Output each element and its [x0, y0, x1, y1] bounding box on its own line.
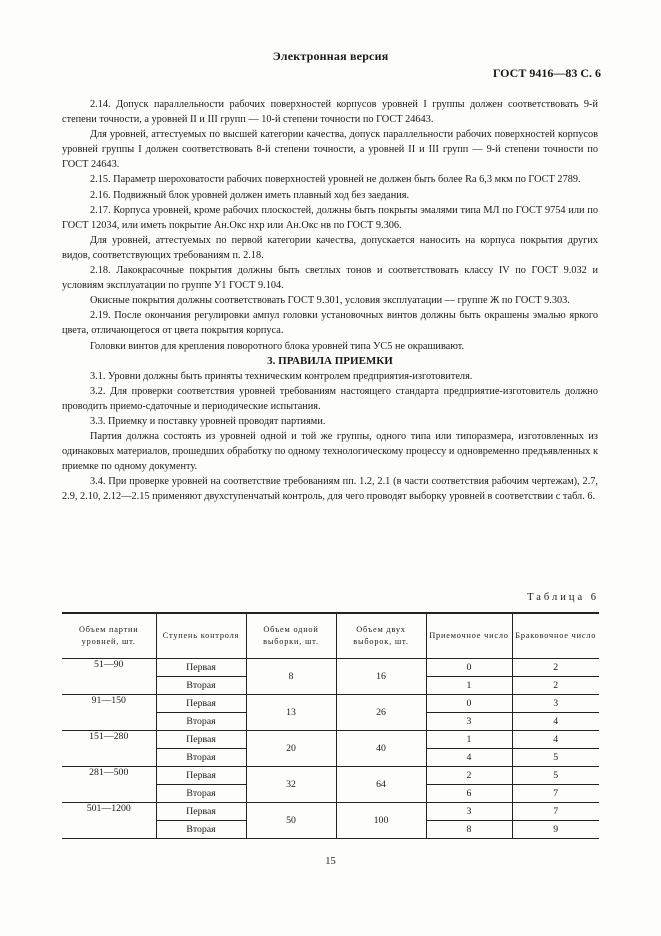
acceptance-cell: 4: [426, 749, 512, 767]
two-samples-cell: 40: [336, 731, 426, 767]
paragraph: 2.19. После окончания регулировки ампул головки установочных винтов должны быть окрашены эмалью яркого цвета, отличающегося от цвета покрытия корпуса.: [62, 310, 598, 337]
page-number: 15: [325, 856, 336, 867]
two-samples-cell: 64: [336, 767, 426, 803]
one-sample-cell: 32: [246, 767, 336, 803]
one-sample-cell: 8: [246, 659, 336, 695]
lot-size-cell: 151—280: [62, 731, 156, 767]
rejection-cell: 2: [512, 677, 599, 695]
paragraph: Окисные покрытия должны соответствовать ГОСТ 9.301, условия эксплуатации — группе Ж по ГОСТ 9.303.: [90, 295, 570, 307]
header-lot-size: Объем партии уровней, шт.: [62, 613, 156, 659]
paragraph: 2.16. Подвижный блок уровней должен иметь плавный ход без заедания.: [90, 189, 410, 201]
acceptance-cell: 3: [426, 713, 512, 731]
paragraph: Партия должна состоять из уровней одной и той же группы, одного типа или типоразмера, изготовленных из одинаковых материалов, прошедших обработку по одному технологическому процессу и одновременно предъявленных к приемке по одному документу.: [62, 431, 598, 473]
header-two-samples: Объем двух выборок, шт.: [336, 613, 426, 659]
lot-size-cell: 281—500: [62, 767, 156, 803]
lot-size-cell: 51—90: [62, 659, 156, 695]
stage-cell: Первая: [156, 695, 246, 713]
paragraph: 3.2. Для проверки соответствия уровней требованиям настоящего стандарта предприятие-изготовитель должно проводить приемо-сдаточные и периодические испытания.: [62, 385, 598, 412]
two-samples-cell: 26: [336, 695, 426, 731]
acceptance-cell: 0: [426, 659, 512, 677]
one-sample-cell: 13: [246, 695, 336, 731]
header-one-sample: Объем одной выборки, шт.: [246, 613, 336, 659]
stage-cell: Вторая: [156, 677, 246, 695]
acceptance-cell: 8: [426, 821, 512, 839]
acceptance-cell: 1: [426, 731, 512, 749]
table-row: [62, 767, 599, 785]
sampling-table: [62, 612, 599, 839]
one-sample-cell: 20: [246, 731, 336, 767]
stage-cell: Вторая: [156, 821, 246, 839]
rejection-cell: 7: [512, 785, 599, 803]
lot-size-cell: 501—1200: [62, 803, 156, 839]
header-control-stage: Ступень контроля: [156, 613, 246, 659]
two-samples-cell: 16: [336, 659, 426, 695]
paragraph: Для уровней, аттестуемых по высшей категории качества, допуск параллельности рабочих поверхностей корпусов уровней группы I должен соответствовать 8-й степени точности, а уровней II и III групп — 9-й степени точности по ГОСТ 24643.: [62, 129, 598, 171]
rejection-cell: 4: [512, 713, 599, 731]
section-title: 3. ПРАВИЛА ПРИЕМКИ: [267, 354, 393, 367]
stage-cell: Вторая: [156, 749, 246, 767]
stage-cell: Первая: [156, 803, 246, 821]
two-samples-cell: 100: [336, 803, 426, 839]
rejection-cell: 4: [512, 731, 599, 749]
table-caption: Таблица 6: [527, 592, 599, 603]
paragraph: Для уровней, аттестуемых по первой категории качества, допускается наносить на корпуса покрытия других видов, соответствующих требованиям п. 2.18.: [62, 234, 598, 261]
acceptance-cell: 6: [426, 785, 512, 803]
stage-cell: Первая: [156, 731, 246, 749]
acceptance-cell: 0: [426, 695, 512, 713]
lot-size-cell: 91—150: [62, 695, 156, 731]
rejection-cell: 9: [512, 821, 599, 839]
document-body: [62, 97, 598, 505]
table-row: [62, 803, 599, 821]
one-sample-cell: 50: [246, 803, 336, 839]
paragraph: 2.15. Параметр шероховатости рабочих поверхностей уровней не должен быть более Ra 6,3 мкм по ГОСТ 2789.: [90, 174, 581, 186]
table-row: [62, 731, 599, 749]
rejection-cell: 3: [512, 695, 599, 713]
header-rejection-number: Браковочное число: [512, 613, 599, 659]
stage-cell: Вторая: [156, 713, 246, 731]
acceptance-cell: 1: [426, 677, 512, 695]
acceptance-cell: 3: [426, 803, 512, 821]
electronic-version-label: Электронная версия: [272, 49, 389, 63]
rejection-cell: 5: [512, 749, 599, 767]
paragraph: 3.3. Приемку и поставку уровней проводят партиями.: [90, 415, 326, 427]
table-row: [62, 695, 599, 713]
paragraph: 2.18. Лакокрасочные покрытия должны быть светлых тонов и соответствовать классу IV по ГОСТ 9.032 и условиям эксплуатации по группе У1 ГОСТ 9.104.: [62, 265, 598, 292]
acceptance-cell: 2: [426, 767, 512, 785]
rejection-cell: 2: [512, 659, 599, 677]
stage-cell: Вторая: [156, 785, 246, 803]
paragraph: 2.14. Допуск параллельности рабочих поверхностей корпусов уровней I группы должен соответствовать 9-й степени точности, а уровней II и III групп — 10-й степени точности по ГОСТ 24643.: [62, 99, 598, 126]
rejection-cell: 7: [512, 803, 599, 821]
table-row: [62, 659, 599, 677]
rejection-cell: 5: [512, 767, 599, 785]
paragraph: 2.17. Корпуса уровней, кроме рабочих плоскостей, должны быть покрыты эмалями типа МЛ по ГОСТ 9754 или по ГОСТ 12034, или иметь покрытие Ан.Окс нхр или Ан.Окс нв по ГОСТ 9.306.: [62, 204, 598, 231]
paragraph: Головки винтов для крепления поворотного блока уровней типа УС5 не окрашивают.: [90, 340, 465, 352]
stage-cell: Первая: [156, 659, 246, 677]
paragraph: 3.4. При проверке уровней на соответствие требованиям пп. 1.2, 2.1 (в части соответствия рабочим чертежам), 2.7, 2.9, 2.10, 2.12—2.15 применяют двухступенчатый контроль, для чего проводят выборку уровней в соответствии с табл. 6.: [62, 476, 598, 503]
stage-cell: Первая: [156, 767, 246, 785]
standard-page-ref: ГОСТ 9416—83 С. 6: [492, 66, 601, 80]
header-acceptance-number: Приемочное число: [426, 613, 512, 659]
paragraph: 3.1. Уровни должны быть приняты техническим контролем предприятия-изготовителя.: [90, 370, 473, 382]
